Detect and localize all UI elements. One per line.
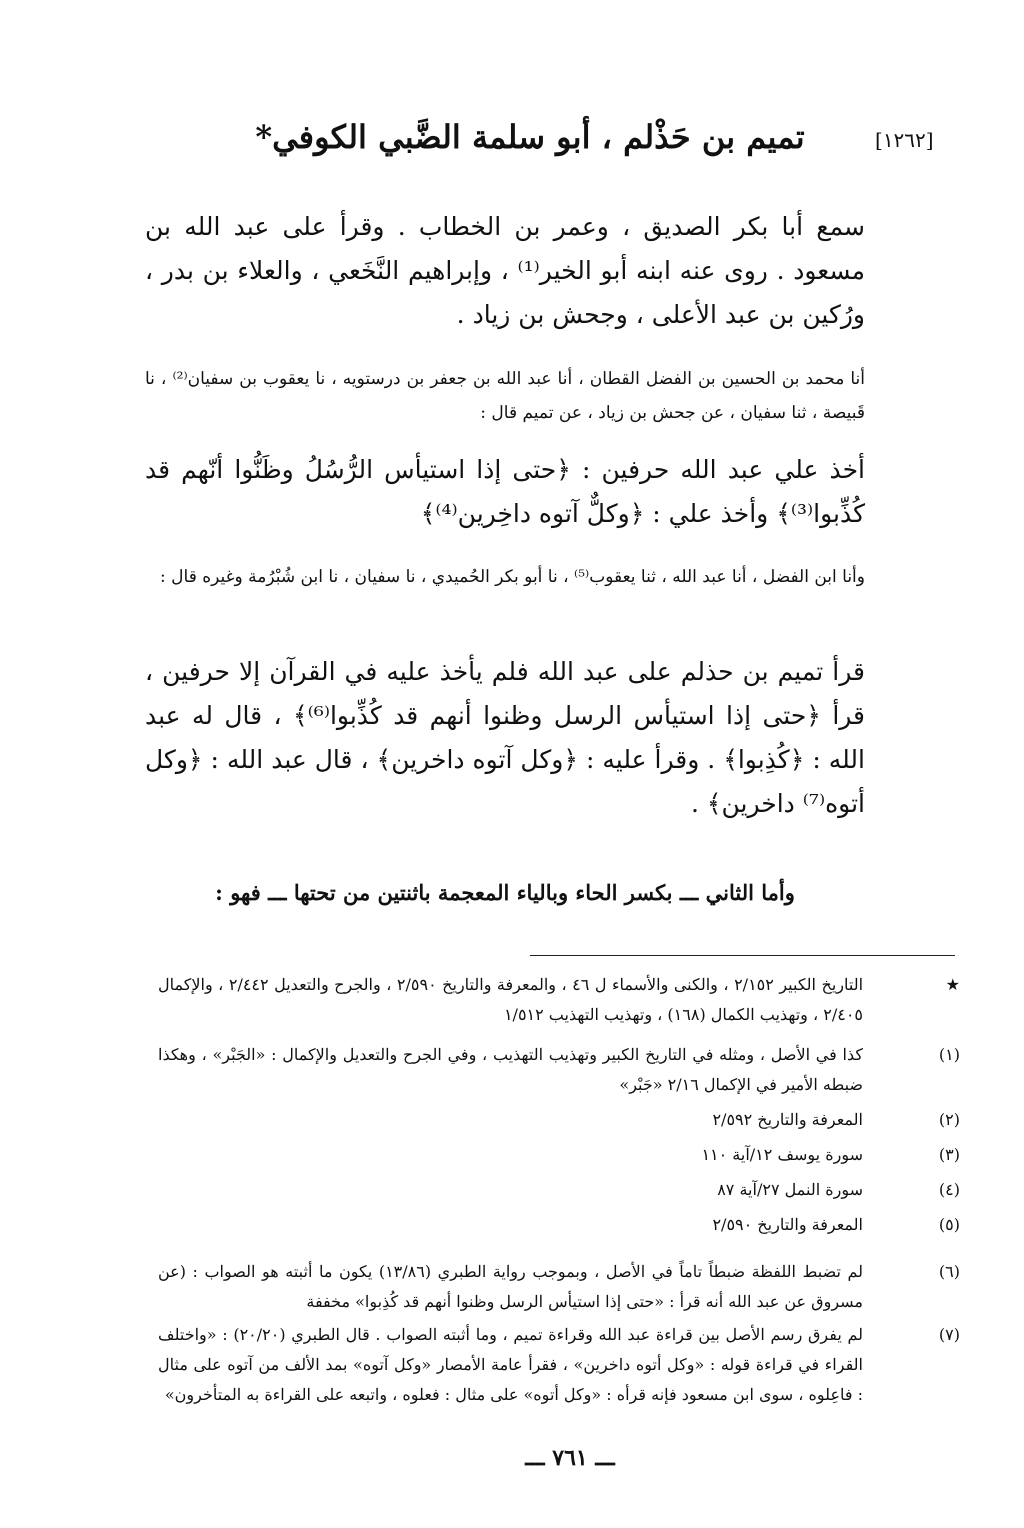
footnote-marker: (١) (938, 1045, 960, 1064)
narration-paragraph-1: أخذ علي عبد الله حرفين : ﴿حتى إذا استيأس الرُّسُلُ وظَنُّوا أنّهم قد كُذِّبوا⁽³⁾﴾ وأخذ علي : ﴿وكلٌّ آتوه داخِرين⁽⁴⁾﴾ (145, 455, 865, 528)
footnote-text: لم يفرق رسم الأصل بين قراءة عبد الله وقراءة تميم ، وما أثبته الصواب . قال الطبري (٢٠/٢٠) : «واختلف القراء في قراءة قوله : «وكل أتوه داخرين» ، فقرأ عامة الأمصار «وكل آتوه» بمد الألف من آتوه على مثال : فاعِلوه ، سوى ابن مسعود فإنه قرأه : «وكل أتوه» على مثال : فعلوه ، واتبعه على القراءة به المتأخرون» (158, 1325, 864, 1404)
page-title: تميم بن حَذْلم ، أبو سلمة الضَّبي الكوفي* (255, 118, 805, 156)
entry-number: [١٢٦٢] (875, 128, 934, 152)
footnote-divider (530, 955, 955, 956)
footnote-marker: (٥) (938, 1215, 960, 1234)
isnad-chain-2: وأنا ابن الفضل ، أنا عبد الله ، ثنا يعقوب⁽⁵⁾ ، نا أبو بكر الحُميدي ، نا سفيان ، نا ابن شُبْرُمة وغيره قال : (160, 567, 865, 587)
footnote-text: المعرفة والتاريخ ٢/٥٩٠ (712, 1215, 863, 1234)
footnote-marker: (٧) (938, 1325, 960, 1344)
section-subheading: وأما الثاني ـــ بكسر الحاء وبالياء المعجمة باثنتين من تحتها ـــ فهو : (215, 880, 795, 905)
footnote-text: سورة يوسف ١٢/آية ١١٠ (701, 1145, 863, 1164)
footnote-text: لم تضبط اللفظة ضبطاً تاماً في الأصل ، وبموجب رواية الطبري (١٣/٨٦) يكون ما أثبته هو الصواب : (عن مسروق عن عبد الله أنه قرأ : «حتى إذا استيأس الرسل وظنوا أنهم قد كُذِبوا» مخففة (158, 1262, 863, 1311)
footnote-marker: (٦) (938, 1262, 960, 1281)
footnote-marker: (٣) (938, 1145, 960, 1164)
footnote-text: كذا في الأصل ، ومثله في التاريخ الكبير وتهذيب التهذيب ، وفي الجرح والتعديل والإكمال : «الجَبْر» ، وهكذا ضبطه الأمير في الإكمال ٢/١٦ «جَبْر» (158, 1045, 863, 1094)
page-number: ـــ ٧٦١ ـــ (525, 1445, 615, 1471)
footnote-marker: ★ (945, 975, 960, 994)
isnad-chain-1: أنا محمد بن الحسين بن الفضل القطان ، أنا عبد الله بن جعفر بن درستويه ، نا يعقوب بن سفيان⁽²⁾ ، نا قَبيصة ، ثنا سفيان ، عن جحش بن زياد ، عن تميم قال : (145, 369, 865, 423)
biography-paragraph: سمع أبا بكر الصديق ، وعمر بن الخطاب . وقرأ على عبد الله بن مسعود . روى عنه ابنه أبو الخير⁽¹⁾ ، وإبراهيم النَّخَعي ، والعلاء بن بدر ، ورُكين بن عبد الأعلى ، وجحش بن زياد . (145, 212, 866, 329)
footnote-text: المعرفة والتاريخ ٢/٥٩٢ (712, 1110, 863, 1129)
footnote-marker: (٢) (938, 1110, 960, 1129)
narration-paragraph-2: قرأ تميم بن حذلم على عبد الله فلم يأخذ عليه في القرآن إلا حرفين ، قرأ ﴿حتى إذا استيأس الرسل وظنوا أنهم قد كُذِّبوا⁽⁶⁾﴾ ، قال له عبد الله : ﴿كُذِبوا﴾ . وقرأ عليه : ﴿وكل آتوه داخرين﴾ ، قال عبد الله : ﴿وكل أتوه⁽⁷⁾ داخرين﴾ . (145, 657, 866, 818)
footnote-text: التاريخ الكبير ٢/١٥٢ ، والكنى والأسماء ل ٤٦ ، والمعرفة والتاريخ ٢/٥٩٠ ، والجرح والتعديل ٢/٤٤٢ ، والإكمال ٢/٤٠٥ ، وتهذيب الكمال (١٦٨) ، وتهذيب التهذيب ١/٥١٢ (158, 975, 864, 1024)
footnote-text: سورة النمل ٢٧/آية ٨٧ (717, 1180, 863, 1199)
footnote-marker: (٤) (938, 1180, 960, 1199)
